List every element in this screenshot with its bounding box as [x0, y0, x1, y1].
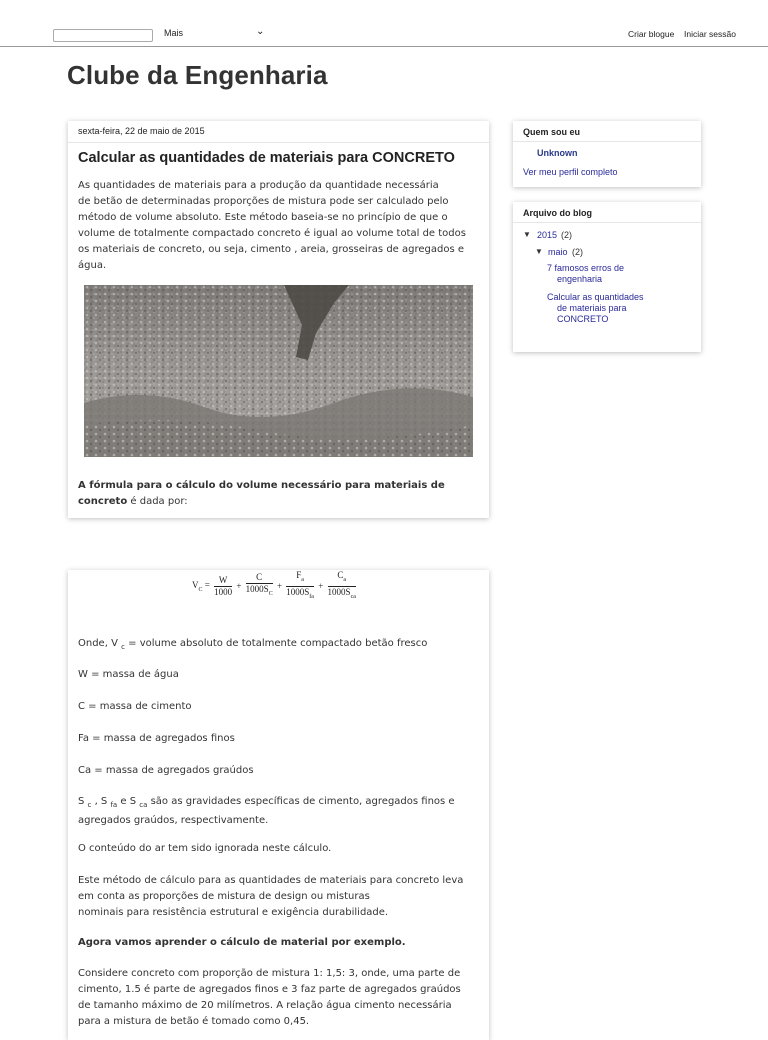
fa-definition: Fa = massa de agregados finos — [78, 733, 235, 744]
archive-year-count: (2) — [561, 230, 572, 240]
chevron-down-icon[interactable]: ⌄ — [256, 26, 265, 37]
method-paragraph: Este método de cálculo para as quantidades de materiais para concreto leva em conta as proporções de mistura de design ou misturas nominais para resistência estrutural e exigência durabilidade. — [78, 875, 464, 918]
formula-intro-bold: concreto — [78, 496, 128, 507]
vc-definition: Onde, V $_c$ = volume absoluto de totalmente compactado betão fresco — [78, 638, 428, 651]
archive-post-link[interactable]: Calcular as quantidades de materiais para CONCRETO — [547, 292, 644, 324]
example-paragraph: Considere concreto com proporção de mistura 1: 1,5: 3, onde, uma parte de cimento, 1.5 é parte de agregados finos e 3 faz parte de agregados graúdos de tamanho máximo de 20 milímetros. A relação água cimento necessária para a mistura de betão é tomado como 0,45. — [78, 968, 461, 1027]
example-heading: Agora vamos aprender o cálculo de material por exemplo. — [78, 937, 406, 948]
formula-lhs: $V_C$ = — [192, 579, 210, 593]
text-line: As quantidades de materiais para a produção da quantidade necessária — [78, 180, 439, 191]
text-line: água. — [78, 260, 107, 271]
formula-term: $\frac{W}{1000}$ — [214, 574, 233, 597]
archive-widget-title: Arquivo do blog — [523, 208, 592, 218]
archive-widget — [513, 202, 701, 352]
c-definition: C = massa de cimento — [78, 701, 192, 712]
w-definition: W = massa de água — [78, 669, 179, 680]
concrete-photo — [84, 285, 473, 457]
post-card-continued — [68, 570, 489, 1040]
text-line: volume de totalmente compactado concreto é igual ao volume total de todos — [78, 228, 466, 239]
create-blog-link[interactable]: Criar blogue — [628, 29, 675, 39]
profile-name-link[interactable]: Unknown — [537, 148, 578, 158]
formula-intro-bold: A fórmula para o cálculo do volume necessário para materiais de — [78, 480, 445, 491]
divider — [68, 142, 489, 143]
collapse-toggle-icon[interactable]: ▼ — [523, 230, 531, 239]
formula-intro-rest: é dada por: — [127, 496, 188, 507]
text-line: método de volume absoluto. Este método baseia-se no princípio de que o — [78, 212, 448, 223]
blog-title[interactable]: Clube da Engenharia — [67, 60, 328, 90]
view-full-profile-link[interactable]: Ver meu perfil completo — [523, 167, 618, 177]
air-note: O conteúdo do ar tem sido ignorada neste cálculo. — [78, 843, 332, 854]
formula-term: $\frac{C}{1000S_C}$ — [245, 572, 273, 598]
specific-gravity-definition: S $_c$ , S $_{fa}$ e S $_{ca}$ são as gravidades específicas de cimento, agregados finos e agregados graúdos, respectivamente. — [78, 796, 455, 826]
sign-in-link[interactable]: Iniciar sessão — [684, 29, 736, 39]
about-widget-title: Quem sou eu — [523, 127, 581, 137]
formula-term: $\frac{C_a}{1000S_{ca}}$ — [327, 570, 356, 600]
post-title[interactable]: Calcular as quantidades de materiais para CONCRETO — [78, 150, 455, 166]
volume-formula: $V_C$ = $\frac{W}{1000}$ + $\frac{C}{1000S_C}$ + $\frac{F_a}{1000S_{fa}}$ + $\frac{C_a}{1000S_{ca}}$ — [191, 570, 371, 610]
post-date: sexta-feira, 22 de maio de 2015 — [78, 126, 205, 136]
navbar-more-menu[interactable]: Mais — [164, 28, 184, 38]
concrete-pour-image — [84, 285, 473, 457]
formula-intro — [78, 478, 482, 510]
blogger-navbar — [0, 24, 768, 47]
post-intro — [78, 178, 482, 274]
post-card — [68, 121, 489, 518]
navbar-search-input[interactable] — [53, 29, 153, 42]
text-line: de betão de determinadas proporções de mistura pode ser calculado pelo — [78, 196, 449, 207]
divider — [513, 141, 701, 142]
archive-year-link[interactable]: 2015 — [537, 230, 558, 240]
about-widget — [513, 121, 701, 187]
collapse-toggle-icon[interactable]: ▼ — [535, 247, 543, 256]
ca-definition: Ca = massa de agregados graúdos — [78, 765, 254, 776]
formula-term: $\frac{F_a}{1000S_{fa}}$ — [286, 570, 314, 600]
archive-post-link[interactable]: 7 famosos erros de engenharia — [547, 263, 625, 284]
archive-month-link[interactable]: maio — [548, 247, 568, 257]
archive-month-count: (2) — [572, 247, 583, 257]
divider — [513, 222, 701, 223]
text-line: os materiais de concreto, ou seja, cimento , areia, grosseiras de agregados e — [78, 244, 465, 255]
